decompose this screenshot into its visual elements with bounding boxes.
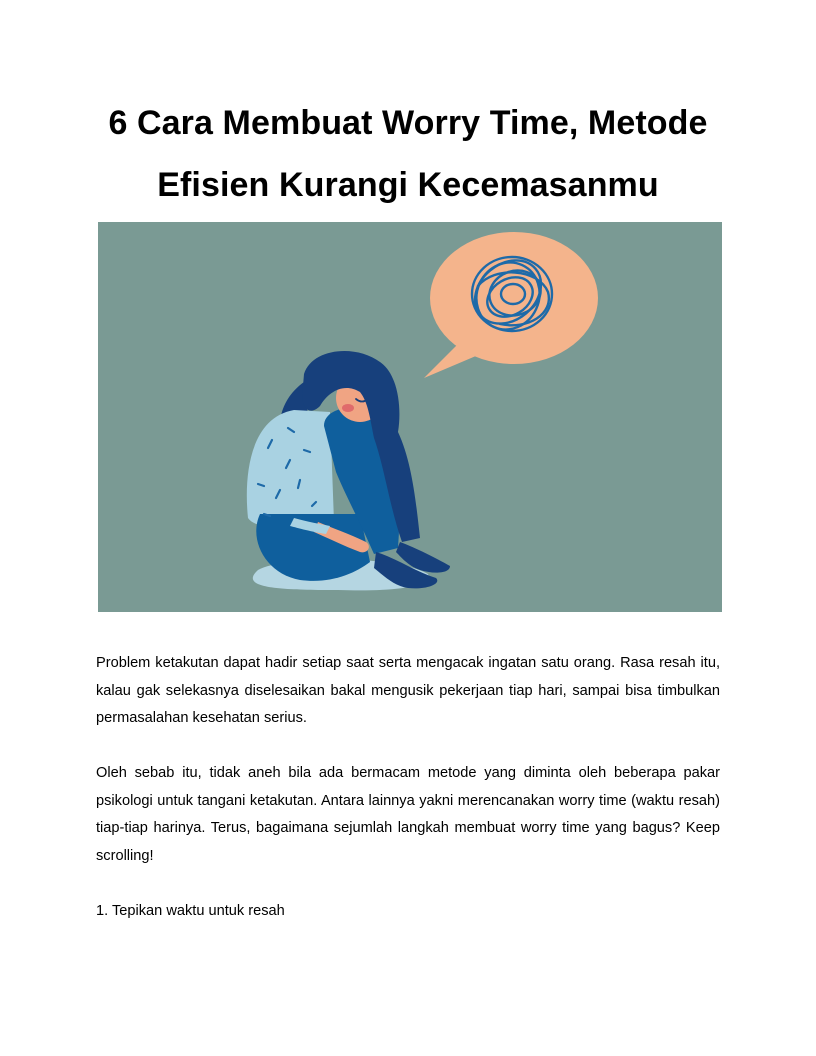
section-heading-1: 1. Tepikan waktu untuk resah <box>96 903 285 919</box>
title-line-1: 6 Cara Membuat Worry Time, Metode <box>108 104 708 142</box>
title-line-2: Efisien Kurangi Kecemasanmu <box>157 166 659 204</box>
anxiety-illustration <box>98 222 722 612</box>
article-title <box>96 92 720 216</box>
paragraph-1: Problem ketakutan dapat hadir setiap saat serta mengacak ingatan satu orang. Rasa resah itu, kalau gak selekasnya diselesaikan bakal mengusik pekerjaan tiap hari, sampai bisa timbulkan permasalahan kesehatan serius. <box>96 655 720 726</box>
paragraph-2: Oleh sebab itu, tidak aneh bila ada bermacam metode yang diminta oleh beberapa pakar psikologi untuk tangani ketakutan. Antara lainnya yakni merencanakan worry time (waktu resah) tiap-tiap harinya. Terus, bagaimana sejumlah langkah membuat worry time yang bagus? Keep scrolling! <box>96 765 720 864</box>
